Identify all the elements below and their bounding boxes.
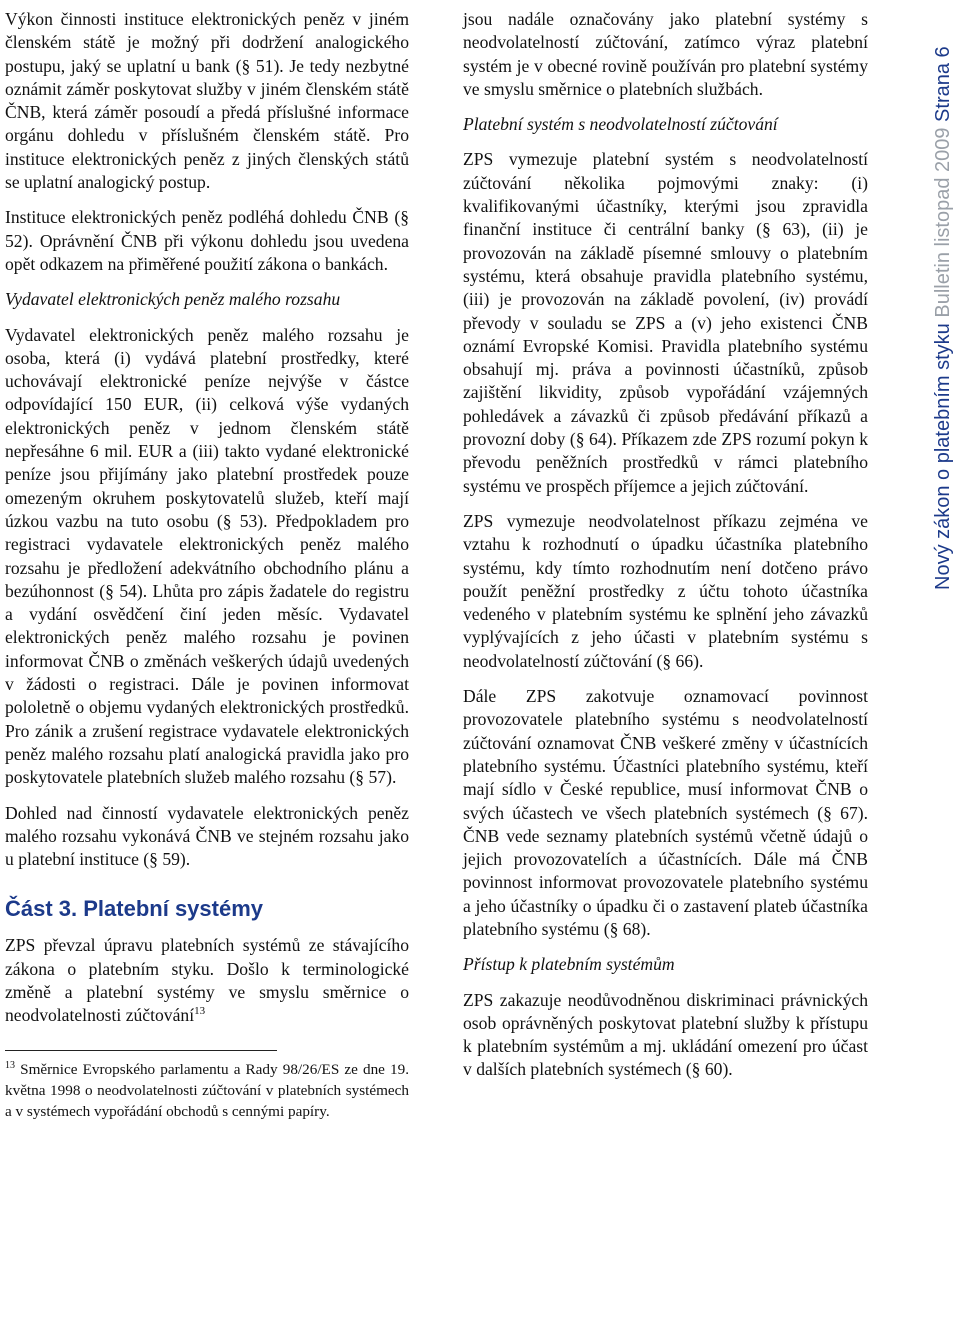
section-subheading: Platební systém s neodvolatelností zúčtování [463,114,778,135]
page-number: Strana 6 [932,46,954,122]
footnote-divider [5,1050,277,1051]
running-header [930,0,956,590]
paragraph: ZPS vymezuje neodvolatelnost příkazu zejména ve vztahu k rozhodnutí o úpadku účastníka platebního systému, kdy tímto rozhodnutím není dotčeno právo použít peněžní prostředky z účtu tohoto účastníka vedeného v platebním systému ke splnění jeho závazků vyplývajících z jeho účasti v platebním systému s neodvolatelností zúčtování (§ 66). [463,510,868,671]
paragraph: Instituce elektronických peněz podléhá dohledu ČNB (§ 52). Oprávnění ČNB při výkonu dohledu jsou uvedena opět odkazem na přiměřené použití zákona o bankách. [5,207,409,274]
issue-label: Bulletin listopad 2009 [932,127,954,318]
paragraph: Vydavatel elektronických peněz malého rozsahu je osoba, která (i) vydává platební prostředky, které uchovávají elektronické peníze nejvýše v částce odpovídající 150 EUR, (ii) celková výše vydaných elektronických peněz v jednom členském státě nepřesáhne 6 mil. EUR a (iii) takto vydané elektronické peníze jsou přijímány jako platební prostředek pouze omezeným okruhem poskytovatelů služeb, kteří mají úzkou vazbu na tuto osobu (§ 53). Předpokladem pro registraci vydavatele elektronických peněz malého rozsahu je předložení adekvátního obchodního plánu a bezúhonnost (§ 54). Lhůta pro zápis žadatele do registru a vydání osvědčení činí jeden měsíc. Vydavatel elektronických peněz malého rozsahu je povinen informovat ČNB o změnách veškerých údajů uvedených v žádosti o registraci. Dále je povinen informovat pololetně o objemu vydaných elektronických prostředků. Pro zánik a zrušení registrace vydavatele elektronických peněz malého rozsahu platí analogická pravidla jako pro poskytovatele platebních služeb malého rozsahu (§ 57). [5,324,409,788]
left-column [5,8,409,1134]
paragraph: ZPS vymezuje platební systém s neodvolatelností zúčtování několika pojmovými znaky: (i) kvalifikovanými účastníky, kterými jsou zpravidla finanční instituce či centrální banky (§ 63), (ii) je provozován na základě písemné smlouvy o platebním systému, která obsahuje pravidla platebního systému, (iii) je provozován na základě povolení, (iv) provádí převody v souladu se ZPS a (v) jeho existenci ČNB oznámí Evropské Komisi. Pravidla platebního systému obsahují mj. práva a povinnosti účastníků, způsob zajištění likvidity, způsob vypořádání vzájemných pohledávek a závazků či způsob předávání příkazů a provozní doby (§ 64). Příkazem zde ZPS rozumí pokyn k převodu peněžních prostředků v rámci platebního systému ve prospěch příjemce a jejich zúčtování. [463,149,868,496]
footnote [5,1059,409,1122]
footnote-text: Směrnice Evropského parlamentu a Rady 98/26/ES ze dne 19. května 1998 o neodvolatelnosti zúčtování v platebních systémech a v systémech vypořádání obchodů s cennými papíry. [5,1060,410,1120]
section-subheading: Vydavatel elektronických peněz malého rozsahu [5,289,341,310]
paragraph: Dohled nad činností vydavatele elektronických peněz malého rozsahu vykonává ČNB ve stejném rozsahu jako u platební instituce (§ 59). [5,802,409,870]
paragraph: jsou nadále označovány jako platební systémy s neodvolatelností zúčtování, zatímco výraz platební systém je v obecné rovině používán pro platební systémy ve smyslu směrnice o platebních službách. [463,9,868,99]
paragraph: ZPS zakazuje neodůvodněnou diskriminaci právnických osob oprávněných poskytovat platební služby k přístupu k platebním systémům a mj. ukládání omezení pro účast v dalších platebních systémech (§ 60). [463,989,868,1080]
paragraph-text: ZPS převzal úpravu platebních systémů ze stávajícího zákona o platebním styku. Došlo k terminologické změně a platební systémy ve smyslu směrnice o neodvolatelnosti zúčtování [5,935,409,1026]
footnote-number: 13 [5,1059,15,1071]
paragraph: Dále ZPS zakotvuje oznamovací povinnost provozovatele platebního systému s neodvolatelností zúčtování oznamovat ČNB veškeré změny v účastnících platebního systému. Účastníci platebního systému, kteří mají sídlo v České republice, musí informovat ČNB o svých účastech ve všech platebních systémech (§ 67). ČNB vede seznamy platebních systémů včetně údajů o jejich provozovatelích a účastnících. Dále má ČNB povinnost informovat provozovatele platebního systému a jeho účastníky o úpadku či o zastavení plateb účastníka platebního systému (§ 68). [463,686,868,939]
paragraph-with-footnote-ref [5,934,409,1027]
right-column [463,8,868,1094]
part-heading: Část 3. Platební systémy [5,896,264,922]
footnote-reference[interactable]: 13 [194,1005,206,1018]
paragraph: Výkon činnosti instituce elektronických peněz v jiném členském státě je možný při dodržení analogického postupu, jaký se uplatní u bank (§ 51). Je tedy nezbytné oznámit záměr poskytovat služby v jiném členském státě ČNB, která záměr posoudí a předá příslušné informace orgánu dohledu v příslušném členském státě. Pro instituce elektronických peněz z jiných členských států se uplatní analogický postup. [5,9,409,193]
publication-title: Nový zákon o platebním styku [932,323,954,590]
section-subheading: Přístup k platebním systémům [463,954,675,975]
